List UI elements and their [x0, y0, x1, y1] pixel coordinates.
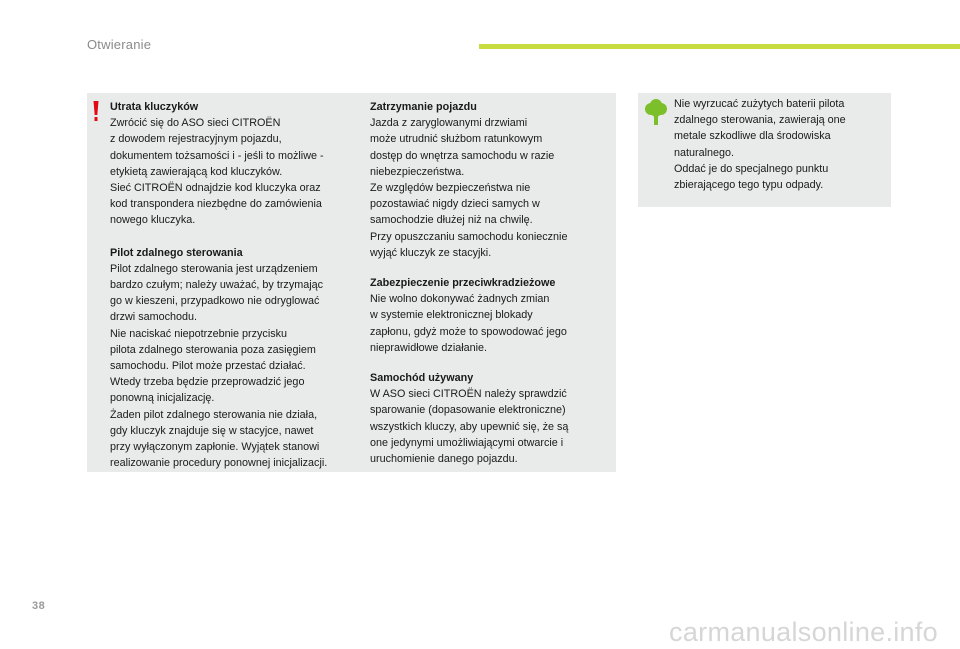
page-number: 38 [32, 600, 46, 612]
used-car-text: W ASO sieci CITROËN należy sprawdzić sparowanie (dopasowanie elektroniczne) wszystkich kluczy, aby upewnić się, że są one jedynymi umożliwiającymi otwarcie i uruchomienie danego pojazdu. [370, 388, 569, 466]
lost-keys-text: Zwrócić się do ASO sieci CITROËN z dowodem rejestracyjnym pojazdu, dokumentem tożsamości i - jeśli to możliwe - etykietą zawierającą kod kluczyków. Sieć CITROËN odnajdzie kod kluczyka oraz kod transpondera niezbędne do zamówienia nowego kluczyka. [110, 117, 324, 227]
eco-column [674, 96, 886, 193]
eco-text: Nie wyrzucać zużytych baterii pilota zdalnego sterowania, zawierają one metale szkodliwe dla środowiska naturalnego. Oddać je do specjalnego punktu zbierającego tego typu odpady. [674, 98, 846, 192]
anti-theft-text: Nie wolno dokonywać żadnych zmian w systemie elektronicznej blokady zapłonu, gdyż może to spowodować jego nieprawidłowe działanie. [370, 293, 567, 354]
remote-control-text: Pilot zdalnego sterowania jest urządzeniem bardzo czułym; należy uważać, by trzymając go w kieszeni, przypadkowo nie odryglować drzwi samochodu. Nie naciskać niepotrzebnie przycisku pilota zdalnego sterowania poza zasięgiem samochodu. Pilot może przestać działać. Wtedy trzeba będzie przeprowadzić jego ponowną inicjalizację. Żaden pilot zdalnego sterowania nie działa, gdy kluczyk znajduje się w stacyjce, nawet przy wyłączonym zapłonie. Wyjątek stanowi realizowanie procedury ponownej inicjalizacji. [110, 262, 328, 470]
vehicle-stop-heading: Zatrzymanie pojazdu [370, 101, 477, 113]
vehicle-stop-text: Jazda z zaryglowanymi drzwiami może utrudnić służbom ratunkowym dostęp do wnętrza samochodu w razie niebezpieczeństwa. Ze względów bezpieczeństwa nie pozostawiać nigdy dzieci samych w samochodzie dłużej niż na chwilę. Przy opuszczaniu samochodu koniecznie wyjąć kluczyk ze stacyjki. [370, 117, 568, 259]
anti-theft-heading: Zabezpieczenie przeciwkradzieżowe [370, 277, 556, 290]
watermark: carmanualsonline.info [669, 617, 938, 647]
used-car-heading: Samochód używany [370, 372, 474, 385]
warning-left-column [110, 99, 356, 471]
page-section-title: Otwieranie [87, 37, 152, 52]
warning-middle-column [370, 99, 606, 467]
accent-bar [479, 44, 960, 49]
exclamation-icon [93, 101, 99, 121]
tree-icon [645, 99, 667, 125]
remote-control-heading: Pilot zdalnego sterowania [110, 246, 243, 259]
lost-keys-heading: Utrata kluczyków [110, 101, 199, 113]
